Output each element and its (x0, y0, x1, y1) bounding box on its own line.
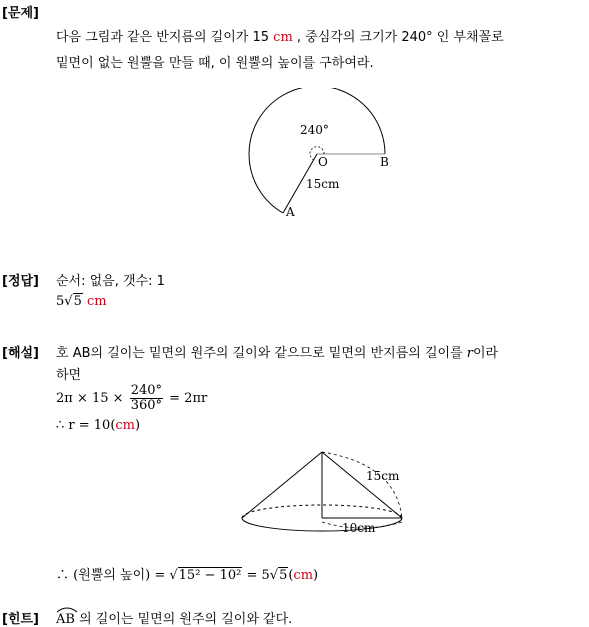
hint-text: 의 길이는 밑면의 원주의 길이와 같다. (79, 612, 293, 627)
eq1-denominator: 360° (130, 398, 163, 413)
answer-coef: 5 (56, 294, 65, 309)
solution-line-1 (56, 342, 498, 361)
answer-radicand: 5 (73, 294, 82, 309)
eq1-fraction (130, 384, 163, 413)
problem-line-1 (56, 26, 504, 45)
eq2-text: ∴ r = 10( (56, 418, 116, 433)
final-open: ( (288, 568, 294, 583)
answer-value: 5√5 cm (56, 294, 107, 309)
final-text: ∴ (원뿔의 높이) = (56, 568, 166, 583)
answer-unit: cm (87, 294, 107, 309)
answer-line-1: 순서: 없음, 갯수: 1 (56, 274, 165, 289)
solution-label: [해설] (2, 346, 39, 361)
eq1-numerator: 240° (130, 383, 163, 398)
final-eq: = 5 (246, 568, 270, 583)
cone-base-front (242, 518, 402, 531)
cone-figure (236, 446, 416, 538)
radius-label: 15cm (306, 177, 340, 191)
cone-left-edge (242, 452, 322, 518)
solution-final: ∴ (원뿔의 높이) = √15² − 10² = 5√5(cm) (56, 568, 319, 583)
problem-text-b: , 중심각의 크기가 240° 인 부채꼴로 (296, 30, 504, 45)
hint-arc-label: AB (56, 612, 75, 627)
eq2-unit: cm (115, 418, 135, 433)
solution-text-b: 이라 (473, 346, 499, 361)
cone-slant-label: 15cm (366, 469, 400, 483)
eq1-left: 2π × 15 × (56, 391, 124, 406)
cone-radius-label: 10cm (342, 521, 376, 535)
hint-line (56, 608, 292, 627)
point-b-label: B (380, 155, 389, 169)
final-radicand: 15² − 10² (178, 568, 242, 583)
problem-line-2: 밑면이 없는 원뿔을 만들 때, 이 원뿔의 높이를 구하여라. (56, 56, 374, 71)
final-unit: cm (293, 568, 314, 583)
final-close: ) (313, 568, 319, 583)
solution-line-2: 하면 (56, 368, 82, 383)
problem-unit: cm (273, 30, 293, 45)
sector-arc (249, 88, 385, 213)
final-radicand-2: 5 (279, 568, 288, 583)
problem-text-a: 다음 그림과 같은 반지름의 길이가 15 (56, 30, 270, 45)
solution-text-a: 호 AB의 길이는 밑면의 원주의 길이와 같으므로 밑면의 반지름의 길이를 (56, 346, 463, 361)
eq2-close: ) (135, 418, 141, 433)
arc-symbol (56, 607, 78, 613)
solution-equation-1 (56, 384, 207, 413)
problem-label: [문제] (2, 6, 39, 21)
center-label: O (318, 155, 328, 169)
point-a-label: A (286, 205, 295, 219)
eq1-right: = 2πr (169, 391, 208, 406)
hint-label: [힌트] (2, 612, 39, 627)
solution-equation-2 (56, 418, 140, 433)
sector-figure (240, 88, 410, 228)
answer-label: [정답] (2, 274, 39, 289)
cone-right-edge (322, 452, 402, 518)
angle-label: 240° (300, 123, 329, 137)
solution-var-r: r (466, 346, 473, 361)
hint-arc (56, 612, 75, 627)
